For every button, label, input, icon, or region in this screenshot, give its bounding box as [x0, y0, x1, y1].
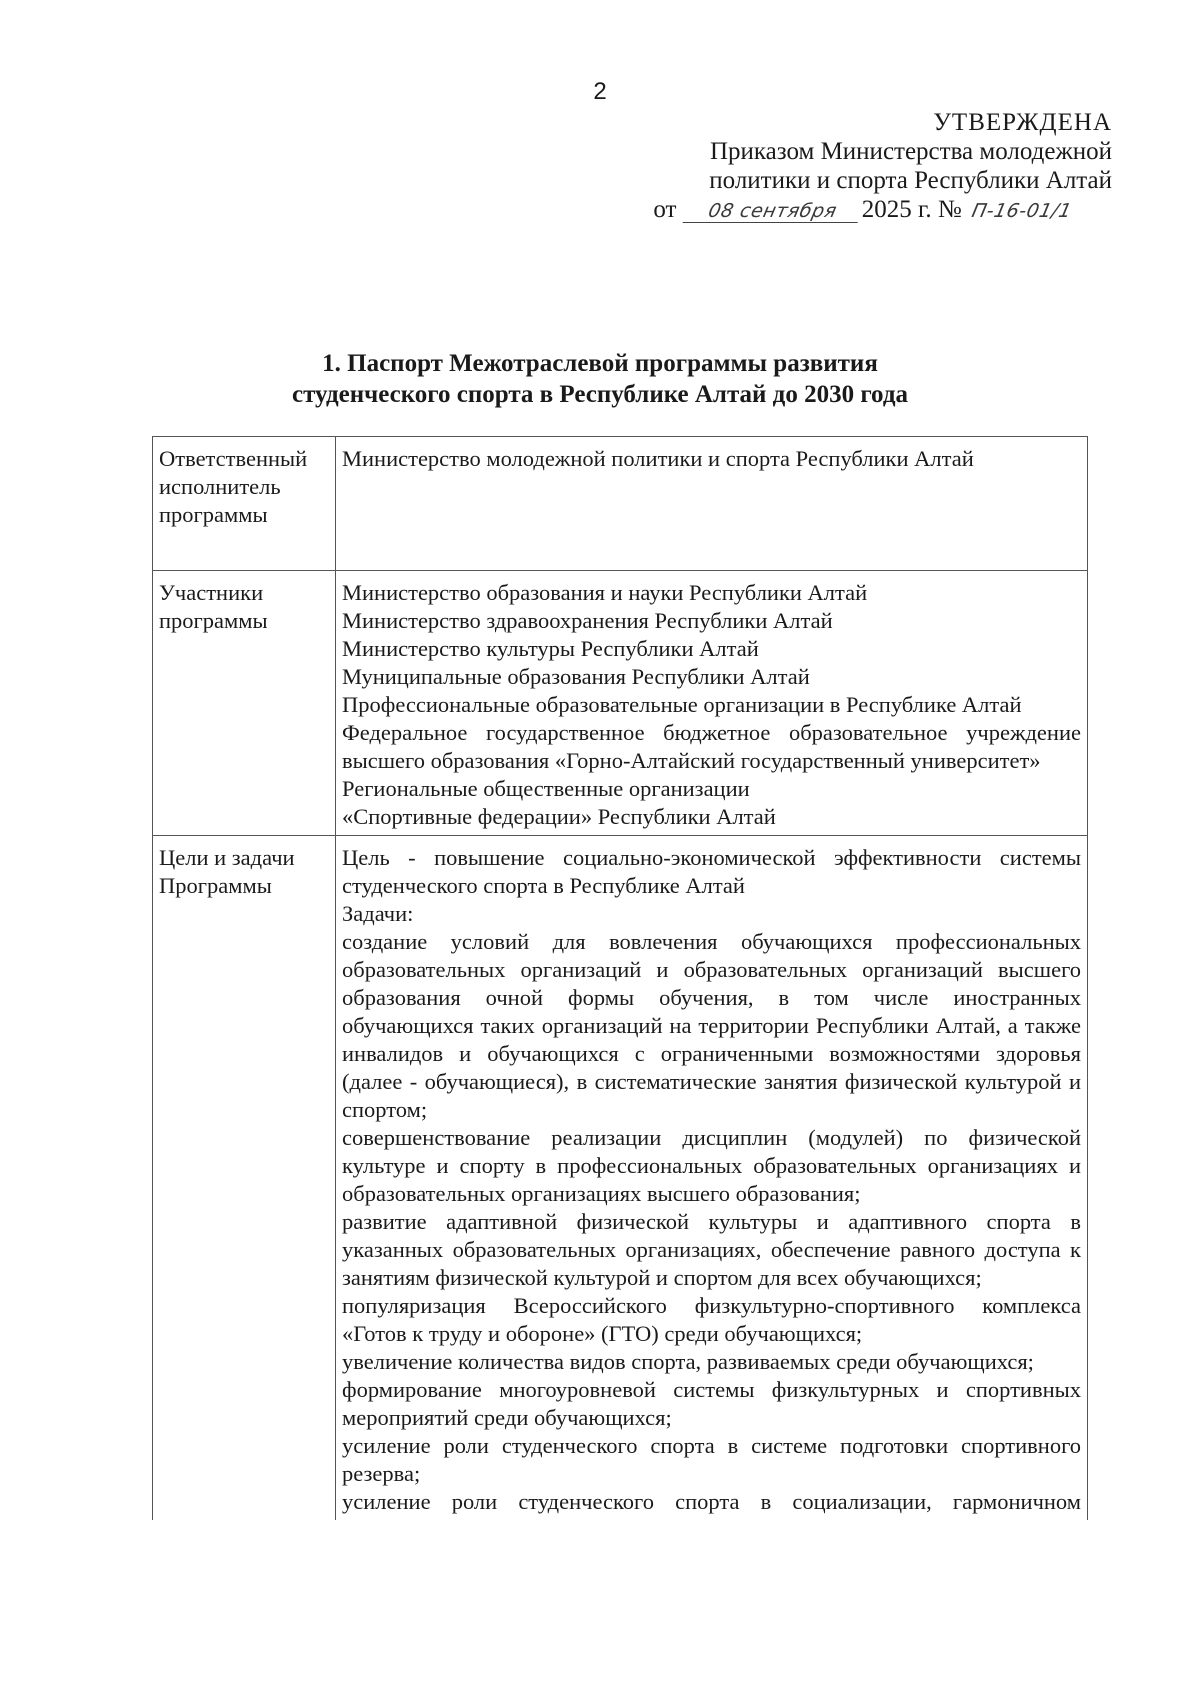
goal-item: создание условий для вовлечения обучающихся профессиональных образовательных организаций и образовательных организаций высшего образования очной формы обучения, в том числе иностранных обучающихся таких организаций на территории Республики Алтай, а также инвалидов и обучающихся с ограниченными возможностями здоровья (далее - обучающиеся), в систематические занятия физической культурой и спортом;	[342, 929, 1081, 1122]
goal-item: формирование многоуровневой системы физкультурных и спортивных мероприятий среди обучающихся;	[342, 1377, 1081, 1430]
participant-item: Региональные общественные организации	[342, 776, 750, 801]
participant-item: Министерство культуры Республики Алтай	[342, 636, 759, 661]
year-number-label: 2025 г. №	[861, 196, 962, 223]
content-responsible: Министерство молодежной политики и спорта Республики Алтай	[336, 437, 1088, 571]
goal-item: совершенствование реализации дисциплин (модулей) по физической культуре и спорту в профессиональных образовательных организациях и образовательных организациях высшего образования;	[342, 1125, 1081, 1206]
participant-item: Министерство образования и науки Республики Алтай	[342, 580, 868, 605]
goal-item: популяризация Всероссийского физкультурно-спортивного комплекса «Готов к труду и обороне» (ГТО) среди обучающихся;	[342, 1293, 1081, 1346]
table-row-responsible	[153, 437, 1088, 571]
label-participants: Участники программы	[153, 571, 336, 836]
handwritten-date: 08 сентября	[682, 200, 862, 223]
title-line-1: 1. Паспорт Межотраслевой программы развития	[322, 350, 878, 377]
document-title	[0, 348, 1200, 410]
goal-item: усиление роли студенческого спорта в социализации, гармоничном	[342, 1489, 1081, 1514]
goal-item: увеличение количества видов спорта, развиваемых среди обучающихся;	[342, 1349, 1034, 1374]
label-responsible: Ответственный исполнитель программы	[153, 437, 336, 571]
participant-item: Муниципальные образования Республики Алтай	[342, 664, 810, 689]
goal-item: развитие адаптивной физической культуры и адаптивного спорта в указанных образовательных организациях, обеспечение равного доступа к занятиям физической культурой и спортом для всех обучающихся;	[342, 1209, 1081, 1290]
content-goals	[336, 836, 1088, 1521]
participant-item: Профессиональные образовательные организации в Республике Алтай	[342, 692, 1022, 717]
label-goals: Цели и задачи Программы	[153, 836, 336, 1521]
content-participants	[336, 571, 1088, 836]
goal-item: усиление роли студенческого спорта в системе подготовки спортивного резерва;	[342, 1433, 1081, 1486]
passport-table	[152, 436, 1088, 1520]
participant-item: «Спортивные федерации» Республики Алтай	[342, 804, 776, 829]
participant-item: Министерство здравоохранения Республики Алтай	[342, 608, 833, 633]
page-number: 2	[593, 78, 607, 105]
approval-block	[653, 108, 1112, 226]
goal-item: Цель - повышение социально-экономической эффективности системы студенческого спорта в Республике Алтай	[342, 845, 1081, 898]
approval-order-line-1: Приказом Министерства молодежной	[709, 138, 1112, 165]
title-line-2: студенческого спорта в Республике Алтай до 2030 года	[291, 381, 908, 408]
table-row-goals	[153, 836, 1088, 1521]
goal-item: Задачи:	[342, 901, 414, 926]
participant-item: Федеральное государственное бюджетное образовательное учреждение высшего образования «Горно-Алтайский государственный университет»	[342, 720, 1081, 773]
approval-date-line	[653, 195, 1112, 226]
handwritten-order-number: П-16-01/1	[969, 200, 1074, 222]
table-row-participants	[153, 571, 1088, 836]
approval-order-line-2: политики и спорта Республики Алтай	[709, 167, 1112, 194]
from-label: от	[653, 196, 677, 223]
approved-heading: УТВЕРЖДЕНА	[933, 109, 1112, 136]
